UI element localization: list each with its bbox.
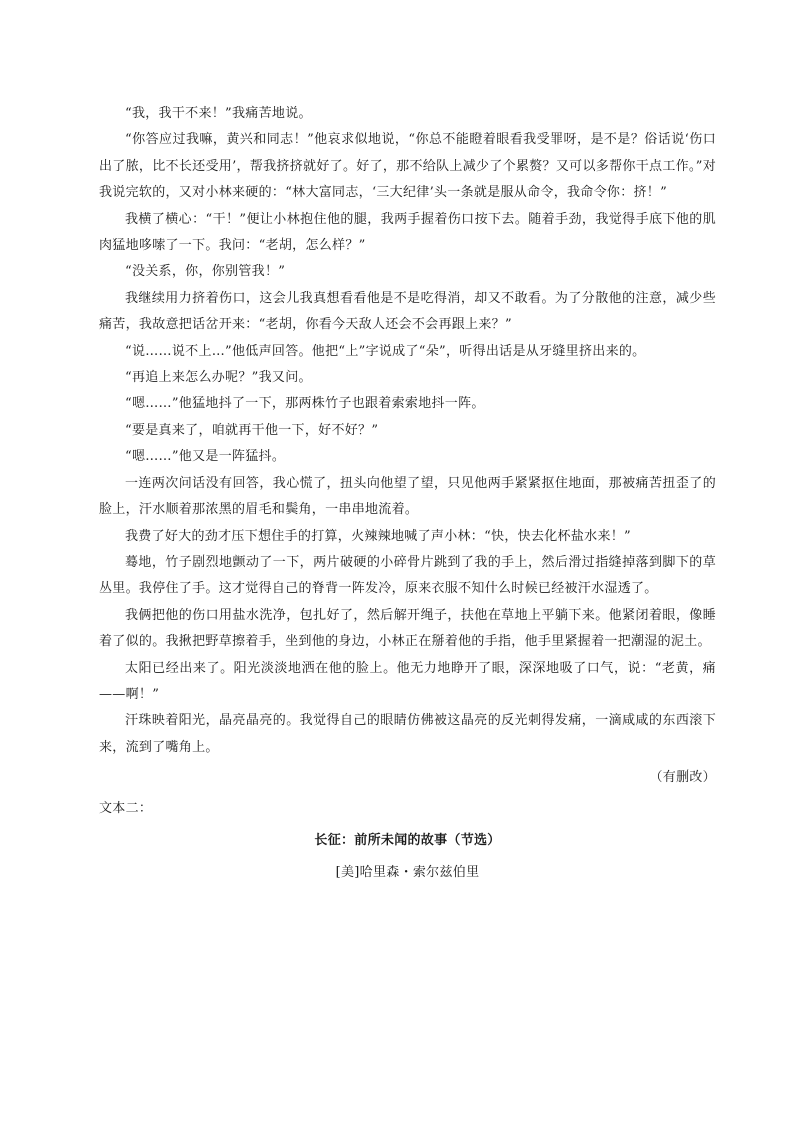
paragraph: 我继续用力挤着伤口，这会儿我真想看看他是不是吃得消，却又不敢看。为了分散他的注意，减少些痛苦，我故意把话岔开来：“老胡，你看今天敌人还会不会再跟上来？” [99, 290, 716, 333]
paragraph: “要是真来了，咱就再干他一下，好不好？” [125, 422, 379, 438]
document-body [99, 101, 716, 887]
paragraph: 我俩把他的伤口用盐水洗净，包扎好了，然后解开绳子，扶他在草地上平躺下来。他紧闭着眼，像睡着了似的。我揪把野草擦着手，坐到他的身边，小林正在掰着他的手指，他手里紧握着一把潮湿的泥土。 [99, 607, 716, 650]
section-label: 文本二： [99, 800, 153, 816]
paragraph: 蓦地，竹子剧烈地颤动了一下，两片破硬的小碎骨片跳到了我的手上，然后滑过指缝掉落到脚下的草丛里。我停住了手。这才觉得自己的脊背一阵发冷，原来衣服不知什么时候已经被汗水湿透了。 [99, 554, 716, 597]
paragraph: 一连两次问话没有回答，我心慌了，扭头向他望了望，只见他两手紧紧抠住地面，那被痛苦扭歪了的脸上，汗水顺着那浓黑的眉毛和鬓角，一串串地流着。 [99, 475, 716, 518]
revision-note: （有删改） [649, 770, 716, 786]
paragraph: 我横了横心：“干！”便让小林抱住他的腿，我两手握着伤口按下去。随着手劲，我觉得手底下他的肌肉猛地哆嗦了一下。我问：“老胡，怎么样？” [99, 211, 716, 254]
paragraph: “嗯……”他猛地抖了一下，那两株竹子也跟着索索地抖一阵。 [125, 396, 485, 412]
paragraph: “你答应过我嘛，黄兴和同志！”他哀求似地说，“你总不能瞪着眼看我受罪呀，是不是？俗话说‘伤口出了脓，比不长还受用’，帮我挤挤就好了。好了，那不给队上减少了个累赘？又可以多帮你干点工作。”对我说完软的，又对小林来硬的：“林大富同志，‘三大纪律’头一条就是服从命令，我命令你：挤！” [99, 132, 716, 201]
paragraph: “嗯……”他又是一阵猛抖。 [125, 449, 286, 465]
paragraph: “说……说不上…”他低声回答。他把“上”字说成了“朵”，听得出话是从牙缝里挤出来的。 [125, 343, 646, 359]
paragraph: “没关系，你，你别管我！” [125, 264, 286, 280]
paragraph: 太阳已经出来了。阳光淡淡地洒在他的脸上。他无力地睁开了眼，深深地吸了口气，说：“老黄，痛——啊！” [99, 660, 716, 702]
paragraph: “再追上来怎么办呢？”我又问。 [125, 370, 312, 386]
paragraph: 汗珠映着阳光，晶亮晶亮的。我觉得自己的眼睛仿佛被这晶亮的反光刺得发痛，一滴咸咸的东西滚下来，流到了嘴角上。 [99, 713, 716, 755]
paragraph: 我费了好大的劲才压下想住手的打算，火辣辣地喊了声小林：“快，快去化杯盐水来！” [125, 528, 631, 544]
excerpt-author: [美]哈里森・索尔兹伯里 [335, 865, 480, 881]
paragraph: “我，我干不来！”我痛苦地说。 [125, 106, 312, 121]
excerpt-title: 长征：前所未闻的故事（节选） [314, 832, 501, 848]
